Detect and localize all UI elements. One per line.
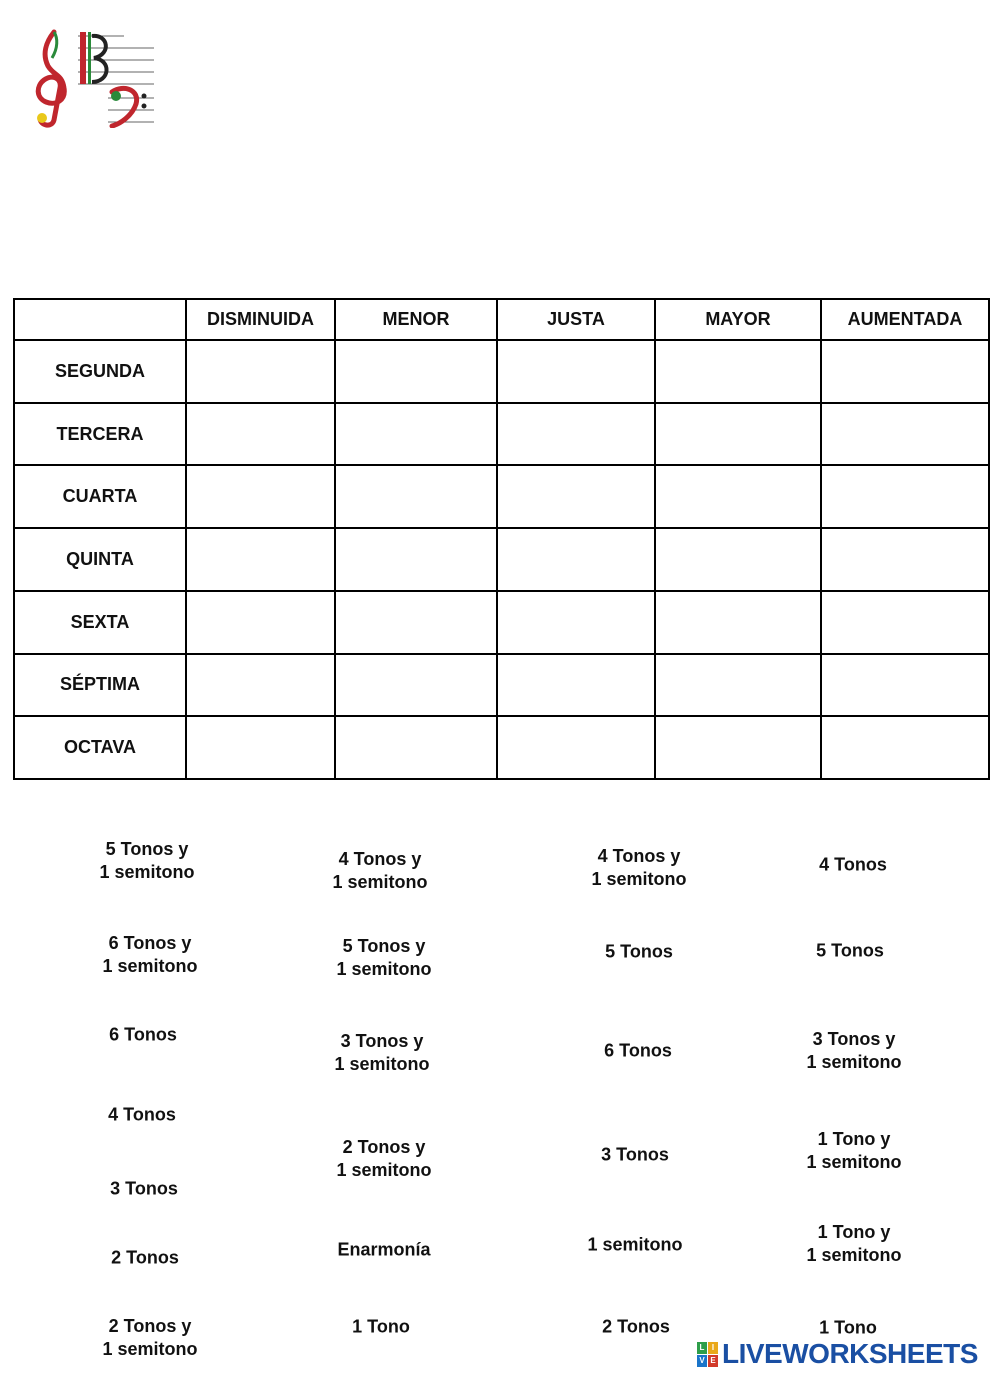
table-row (14, 591, 989, 654)
answer-label[interactable] (334, 1030, 429, 1076)
answer-line: 1 semitono (587, 1234, 683, 1255)
answer-line: 1 semitono (102, 956, 198, 976)
answer-label[interactable] (102, 1315, 197, 1361)
answer-line: 2 Tonos (602, 1316, 670, 1337)
brand-name: LIVEWORKSHEETS (722, 1338, 978, 1369)
answer-label[interactable] (109, 1024, 177, 1047)
answer-line: 2 Tonos y (108, 1316, 192, 1336)
answer-line: 3 Tonos y (812, 1029, 896, 1049)
row-header-quinta: QUINTA (14, 528, 186, 591)
drop-cell[interactable] (821, 465, 989, 528)
drop-cell[interactable] (821, 340, 989, 403)
answer-label[interactable] (604, 1040, 672, 1063)
drop-cell[interactable] (497, 340, 655, 403)
drop-cell[interactable] (821, 654, 989, 717)
answer-label[interactable] (601, 1144, 669, 1167)
drop-cell[interactable] (186, 716, 335, 779)
table-row (14, 340, 989, 403)
drop-cell[interactable] (655, 465, 821, 528)
drop-cell[interactable] (821, 716, 989, 779)
answer-line: 1 semitono (806, 1152, 902, 1172)
answer-label[interactable] (806, 1028, 901, 1074)
drop-cell[interactable] (497, 528, 655, 591)
answer-label[interactable] (336, 935, 431, 981)
answer-line: 1 Tono y (817, 1129, 891, 1149)
answer-line: 2 Tonos y (342, 1137, 426, 1157)
row-header-segunda: SEGUNDA (14, 340, 186, 403)
col-header-justa: JUSTA (497, 299, 655, 340)
drop-cell[interactable] (186, 654, 335, 717)
answer-line: 6 Tonos y (108, 933, 192, 953)
drop-cell[interactable] (186, 528, 335, 591)
drop-cell[interactable] (335, 340, 497, 403)
brand-badge-icon (697, 1342, 718, 1367)
col-header-aumentada: AUMENTADA (821, 299, 989, 340)
col-header-mayor: MAYOR (655, 299, 821, 340)
answer-line: 1 semitono (591, 869, 687, 889)
col-header-disminuida: DISMINUIDA (186, 299, 335, 340)
answer-label[interactable] (111, 1247, 179, 1270)
answer-line: 1 semitono (102, 1339, 198, 1359)
table-row (14, 403, 989, 466)
answer-label[interactable] (108, 1104, 176, 1127)
answer-label[interactable] (819, 1317, 877, 1340)
answer-line: 1 semitono (99, 862, 195, 882)
drop-cell[interactable] (335, 465, 497, 528)
answer-label[interactable] (591, 845, 686, 891)
answer-line: 1 Tono (819, 1317, 877, 1338)
answer-label[interactable] (110, 1178, 178, 1201)
badge-letter: E (708, 1355, 718, 1367)
answer-label[interactable] (587, 1234, 682, 1257)
answer-label[interactable] (605, 941, 673, 964)
drop-cell[interactable] (655, 654, 821, 717)
drop-cell[interactable] (497, 716, 655, 779)
answer-line: 4 Tonos (108, 1104, 176, 1125)
badge-letter: L (697, 1342, 707, 1354)
table-row (14, 465, 989, 528)
answer-line: 5 Tonos y (105, 839, 189, 859)
answer-line: 3 Tonos y (340, 1031, 424, 1051)
drop-cell[interactable] (335, 403, 497, 466)
answer-label[interactable] (816, 940, 884, 963)
answer-line: 4 Tonos (819, 854, 887, 875)
clefs-logo (28, 28, 158, 128)
drop-cell[interactable] (655, 340, 821, 403)
drop-cell[interactable] (497, 591, 655, 654)
answer-label[interactable] (102, 932, 197, 978)
drop-cell[interactable] (821, 591, 989, 654)
answer-line: 2 Tonos (111, 1247, 179, 1268)
drop-cell[interactable] (497, 465, 655, 528)
liveworksheets-logo (697, 1340, 978, 1368)
answer-label[interactable] (806, 1128, 901, 1174)
answer-label[interactable] (332, 848, 427, 894)
answer-line: 1 semitono (336, 1160, 432, 1180)
table-row (14, 528, 989, 591)
answer-line: 6 Tonos (109, 1024, 177, 1045)
answer-line: 1 Tono y (817, 1222, 891, 1242)
intervals-table (13, 298, 990, 780)
answer-line: 1 semitono (334, 1054, 430, 1074)
row-header-tercera: TERCERA (14, 403, 186, 466)
answer-line: 5 Tonos (816, 940, 884, 961)
drop-cell[interactable] (655, 716, 821, 779)
answer-line: 1 Tono (352, 1316, 410, 1337)
answer-line: 1 semitono (806, 1052, 902, 1072)
drop-cell[interactable] (335, 654, 497, 717)
drop-cell[interactable] (821, 403, 989, 466)
drop-cell[interactable] (655, 591, 821, 654)
header-row (14, 299, 989, 340)
drop-cell[interactable] (821, 528, 989, 591)
answer-line: 5 Tonos (605, 941, 673, 962)
answer-line: 5 Tonos y (342, 936, 426, 956)
answer-line: 3 Tonos (601, 1144, 669, 1165)
answer-label[interactable] (352, 1316, 410, 1339)
drop-cell[interactable] (655, 403, 821, 466)
answer-line: 4 Tonos y (338, 849, 422, 869)
drop-cell[interactable] (497, 403, 655, 466)
answer-label[interactable] (337, 1239, 430, 1262)
corner-cell (14, 299, 186, 340)
row-header-cuarta: CUARTA (14, 465, 186, 528)
answer-line: 6 Tonos (604, 1040, 672, 1061)
drop-cell[interactable] (335, 528, 497, 591)
answer-line: Enarmonía (337, 1239, 431, 1260)
answer-label[interactable] (602, 1316, 670, 1339)
badge-letter: V (697, 1355, 707, 1367)
drop-cell[interactable] (335, 716, 497, 779)
drop-cell[interactable] (335, 591, 497, 654)
answer-label[interactable] (806, 1221, 901, 1267)
drop-cell[interactable] (655, 528, 821, 591)
row-header-septima: SÉPTIMA (14, 654, 186, 717)
answer-label[interactable] (99, 838, 194, 884)
answer-label[interactable] (819, 854, 887, 877)
answer-line: 4 Tonos y (597, 846, 681, 866)
drop-cell[interactable] (497, 654, 655, 717)
row-header-octava: OCTAVA (14, 716, 186, 779)
answer-line: 3 Tonos (110, 1178, 178, 1199)
col-header-menor: MENOR (335, 299, 497, 340)
answer-label[interactable] (336, 1136, 431, 1182)
answer-line: 1 semitono (806, 1245, 902, 1265)
drop-cell[interactable] (186, 403, 335, 466)
answer-line: 1 semitono (336, 959, 432, 979)
table-row (14, 716, 989, 779)
drop-cell[interactable] (186, 465, 335, 528)
drop-cell[interactable] (186, 591, 335, 654)
badge-letter: I (708, 1342, 718, 1354)
table-row (14, 654, 989, 717)
row-header-sexta: SEXTA (14, 591, 186, 654)
answer-line: 1 semitono (332, 872, 428, 892)
drop-cell[interactable] (186, 340, 335, 403)
